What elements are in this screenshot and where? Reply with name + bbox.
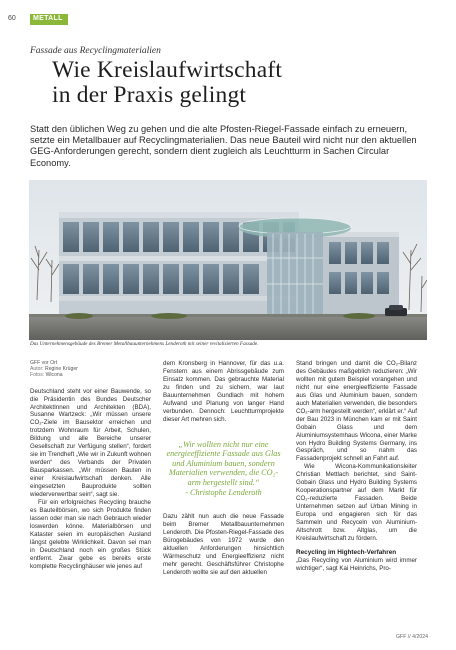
page-number: 60 xyxy=(8,15,16,22)
body-paragraph: Stand bringen und damit die CO₂-Bilanz des Gebäudes maßgeblich reduzieren: „Wir wollten mit gutem Beispiel vorangehen und nicht nur eine energieeffiziente Fassade aus Glas und Aluminium bauen, sondern auch Materialien verwenden, die besonders CO₂-arm hergestellt werden“, erklärt er.“ Auf der Bau 2023 in München kam er mit Saint Gobain Glass und dem Aluminiumsystemhaus Wicona, einer Marke von Hydro Building Systems Germany, ins Gespräch, und so nahm das Fassadenprojekt schnell an Fahrt auf. xyxy=(296,360,417,463)
column-1 xyxy=(30,360,151,571)
section-tag: METALL xyxy=(30,14,68,25)
subheading: Recycling im Hightech-Verfahren xyxy=(296,548,397,556)
body-paragraph: „Das Recycling von Aluminium wird immer wichtiger“, sagt Kai Heinrichs, Pro- xyxy=(296,556,417,572)
body-paragraph: Deutschland steht vor einer Bauwende, so die Präsidentin des Bundes Deutscher ArchitektInnen und Architekten (BDA), Susanne Wartzeck: „Wir müssen unsere CO₂-Ziele im Bausektor erreichen und trotzdem Wohnraum für Arbeit, Schulen, Bildung und alle Bereiche unserer Gesellschaft zur Verfügung stellen“, fordert sie im Trendheft „Wie wir in Zukunft wohnen werden“ des Verbands der Privaten Bausparkassen. „Wir müssen Bauten in einer Kreislaufwirtschaft denken. Alle eingesetzten Bauprodukte sollten wiederverwertbar sein“, sagt sie. xyxy=(30,387,151,498)
column-2 xyxy=(163,360,284,577)
article-lead: Statt den üblichen Weg zu gehen und die alte Pfosten-Riegel-Fassade einfach zu erneuern, setzte ein Metallbauer auf Recyclingmaterialien. Das neue Bauteil wird nicht nur den aktuellen GEG-Anforderungen gerecht, sondern dient zugleich als Leuchtturm in Sachen Circular Economy. xyxy=(30,124,417,168)
byline-heading: GFF vor Ort xyxy=(30,360,58,366)
column-3 xyxy=(296,360,417,573)
body-paragraph: dem Kronsberg in Hannover, für das u.a. Fenstern aus einem Abrissgebäude zum Einsatz kommen. Das gebrauchte Material zu finden und zu sichern, war laut Bauunternehmen Gundlach mit hohem Aufwand und Planung von langer Hand verbunden. Dennoch: Leuchtturmprojekte dieser Art mehren sich. xyxy=(163,360,284,423)
article-kicker: Fassade aus Recyclingmaterialien xyxy=(30,46,161,56)
byline xyxy=(30,360,151,379)
page-header xyxy=(0,14,456,26)
body-paragraph: Dazu zählt nun auch die neue Fassade beim Bremer Metallbauunternehmen Lenderoth. Die Pfosten-Riegel-Fassade des Bürogebäudes von 1972 wurde den aktuellen Anforderungen hinsichtlich Wärmeschutz und Energieeffizienz nicht mehr gerecht. Geschäftsführer Christophe Lenderoth wollte sie auf den aktuellen xyxy=(163,513,284,576)
pull-quote-text: „Wir wollten nicht nur eine energieeffiziente Fassade aus Glas und Aluminium bauen, sondern Materialien verwenden, die CO₂-arm hergestellt sind.“ xyxy=(166,439,281,487)
body-paragraph: Für ein erfolgreiches Recycling brauche es Bauteilbörsen, wo sich Produkte finden lassen oder man sie nach Gebrauch wieder loswerden könne. Materialbörsen und Kataster seien im europäischen Ausland längst gelebte Wirklichkeit. Davon sei man in Deutschland noch ein großes Stück entfernt. Zwar gebe es bereits erste komplette Recyclinghäuser wie jenes auf xyxy=(30,498,151,570)
building-photo xyxy=(29,180,427,340)
pull-quote-author: - Christophe Lenderoth xyxy=(185,487,262,497)
title-line-2: in der Praxis gelingt xyxy=(52,82,247,108)
byline-photo: Fotos: Wicona xyxy=(30,372,63,379)
pull-quote xyxy=(163,440,284,498)
body-paragraph: Wie Wicona-Kommunikationsleiter Christian Mettlach berichtet, sind Saint-Gobain Glass und Hydro Building Systems Kooperationspartner auf dem Markt für CO₂-reduzierte Fassaden. Beide Unternehmen setzen auf Urban Mining in Europa und engagieren sich für das Sammeln und Recyceln von Aluminium-Altschrott bzw. Altglas, um die Kreislaufwirtschaft zu fördern. xyxy=(296,463,417,542)
title-line-1: Wie Kreislaufwirtschaft xyxy=(52,57,283,83)
page-footer: GFF // 4/2024 xyxy=(395,634,428,640)
article-title xyxy=(52,58,432,108)
byline-author: Autor: Regine Krüger xyxy=(30,366,78,373)
photo-caption: Das Unternehmensgebäude des Bremer Metallbauunternehmens Lenderoth mit seiner revitalisierten Fassade. xyxy=(30,341,259,347)
